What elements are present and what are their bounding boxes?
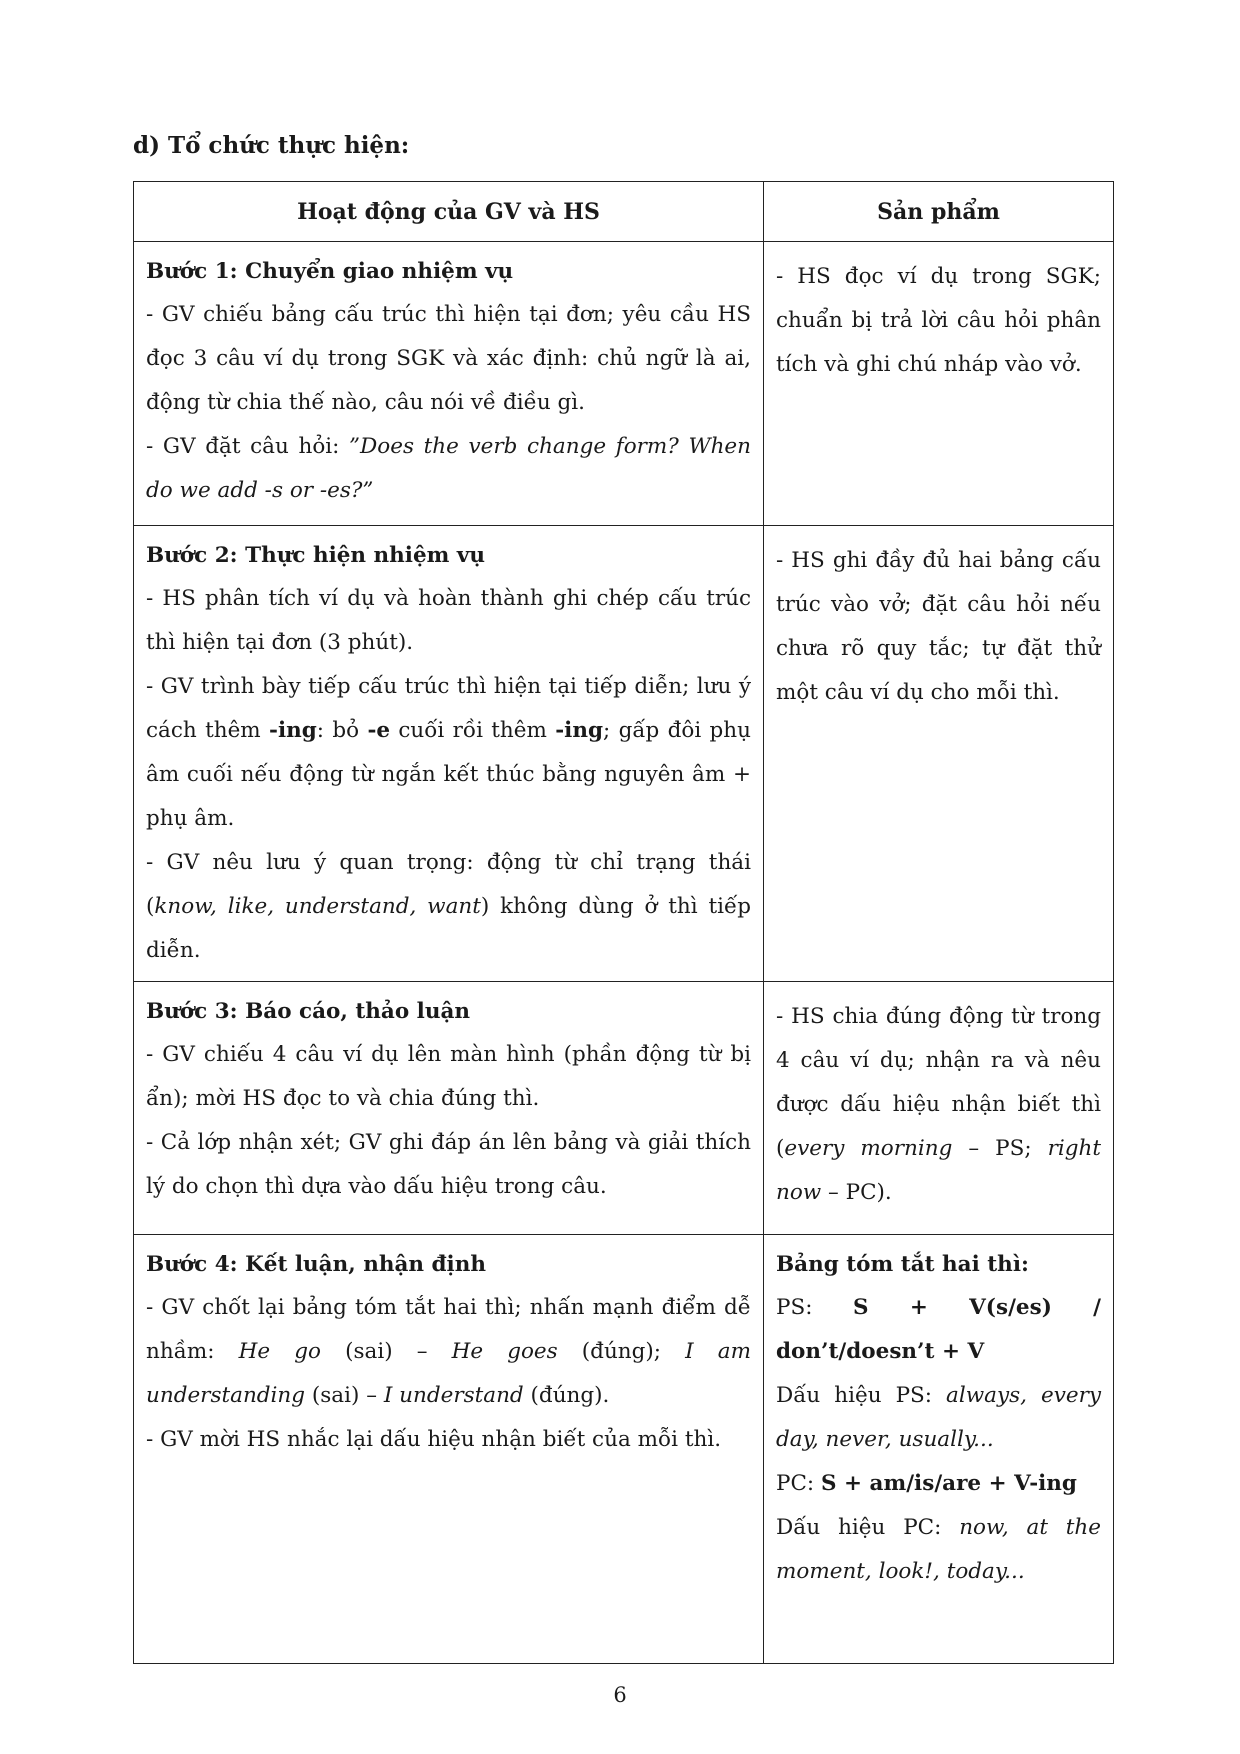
table-row bbox=[134, 1235, 1114, 1664]
activity-line: - GV đặt câu hỏi: ”Does the verb change form? When do we add -s or -es?” bbox=[146, 434, 751, 503]
activity-cell bbox=[134, 1235, 764, 1664]
activity-line: - GV mời HS nhắc lại dấu hiệu nhận biết của mỗi thì. bbox=[146, 1427, 722, 1452]
activity-line: - GV chiếu bảng cấu trúc thì hiện tại đơn; yêu cầu HS đọc 3 câu ví dụ trong SGK và xác định: chủ ngữ là ai, động từ chia thế nào, câu nói về điều gì. bbox=[146, 302, 751, 415]
summary-title: Bảng tóm tắt hai thì: bbox=[776, 1252, 1029, 1277]
activity-cell bbox=[134, 242, 764, 526]
activity-line: - GV trình bày tiếp cấu trúc thì hiện tại tiếp diễn; lưu ý cách thêm -ing: bỏ -e cuối rồi thêm -ing; gấp đôi phụ âm cuối nếu động từ ngắn kết thúc bằng nguyên âm + phụ âm. bbox=[146, 674, 752, 831]
ps-signals: Dấu hiệu PS: always, every day, never, usually... bbox=[776, 1383, 1102, 1452]
activity-line: - GV nêu lưu ý quan trọng: động từ chỉ trạng thái (know, like, understand, want) không dùng ở thì tiếp diễn. bbox=[146, 850, 751, 963]
table-row bbox=[134, 242, 1114, 526]
page-number: 6 bbox=[613, 1683, 627, 1707]
activity-line: - GV chốt lại bảng tóm tắt hai thì; nhấn mạnh điểm dễ nhầm: He go (sai) – He goes (đúng); I am understanding (sai) – I understand (đúng). bbox=[146, 1295, 751, 1408]
header-product: Sản phẩm bbox=[764, 182, 1114, 242]
pc-formula: PC: S + am/is/are + V-ing bbox=[776, 1471, 1077, 1496]
activity-line: - GV chiếu 4 câu ví dụ lên màn hình (phần động từ bị ẩn); mời HS đọc to và chia đúng thì. bbox=[146, 1042, 751, 1111]
header-activity: Hoạt động của GV và HS bbox=[134, 182, 764, 242]
activity-cell bbox=[134, 526, 764, 982]
product-cell bbox=[764, 1235, 1114, 1664]
step-title: Bước 4: Kết luận, nhận định bbox=[146, 1252, 486, 1277]
product-cell bbox=[764, 982, 1114, 1235]
step-title: Bước 3: Báo cáo, thảo luận bbox=[146, 999, 471, 1024]
product-text: - HS đọc ví dụ trong SGK; chuẩn bị trả lời câu hỏi phân tích và ghi chú nháp vào vở. bbox=[776, 264, 1101, 377]
table-row bbox=[134, 982, 1114, 1235]
activity-cell bbox=[134, 982, 764, 1235]
pc-signals: Dấu hiệu PC: now, at the moment, look!, today... bbox=[776, 1515, 1101, 1584]
ps-formula: PS: S + V(s/es) / don’t/doesn’t + V bbox=[776, 1295, 1101, 1364]
question-quote: ”Does the verb change form? When do we add -s or -es?” bbox=[146, 434, 751, 503]
activity-line: - Cả lớp nhận xét; GV ghi đáp án lên bảng và giải thích lý do chọn thì dựa vào dấu hiệu trong câu. bbox=[146, 1130, 751, 1199]
activity-line: - HS phân tích ví dụ và hoàn thành ghi chép cấu trúc thì hiện tại đơn (3 phút). bbox=[146, 586, 751, 655]
activity-table bbox=[133, 181, 1114, 1664]
product-cell bbox=[764, 242, 1114, 526]
table-header-row bbox=[134, 182, 1114, 242]
product-text: - HS ghi đầy đủ hai bảng cấu trúc vào vở; đặt câu hỏi nếu chưa rõ quy tắc; tự đặt thử một câu ví dụ cho mỗi thì. bbox=[776, 548, 1101, 705]
step-title: Bước 2: Thực hiện nhiệm vụ bbox=[146, 543, 486, 568]
table-row bbox=[134, 526, 1114, 982]
product-cell bbox=[764, 526, 1114, 982]
step-title: Bước 1: Chuyển giao nhiệm vụ bbox=[146, 259, 514, 284]
product-text: - HS chia đúng động từ trong 4 câu ví dụ; nhận ra và nêu được dấu hiệu nhận biết thì (every morning – PS; right now – PC). bbox=[776, 1004, 1101, 1205]
section-heading: d) Tổ chức thực hiện: bbox=[133, 132, 410, 159]
